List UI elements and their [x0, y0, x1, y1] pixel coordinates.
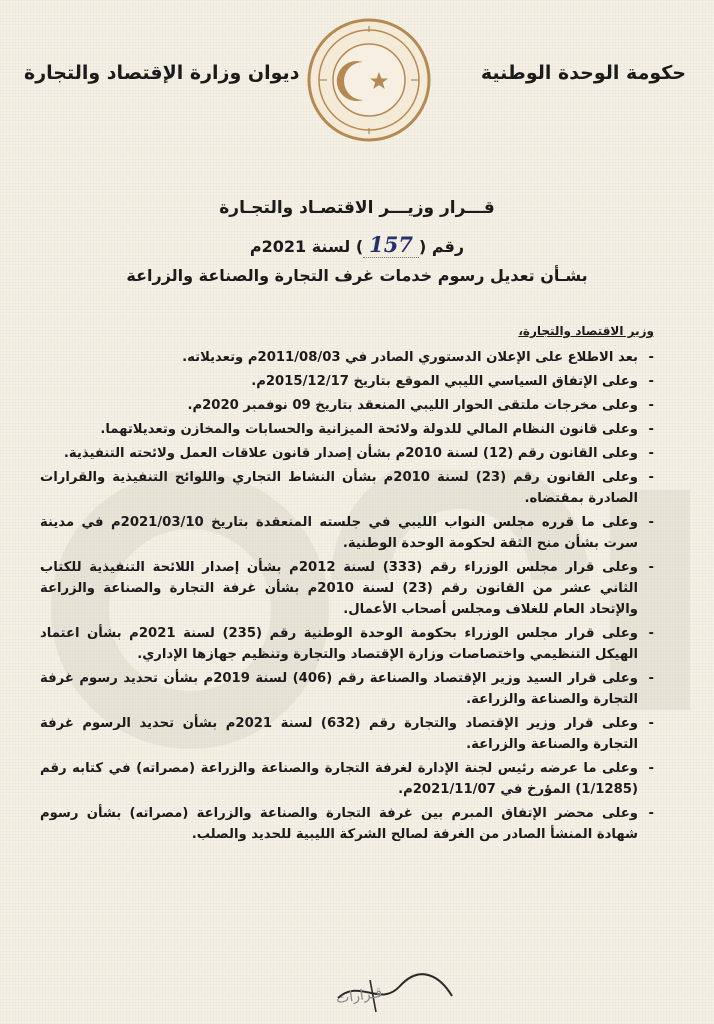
decision-subject: بشـأن تعديل رسوم خدمات غرف التجارة والصناعة والزراعة	[126, 266, 588, 285]
clause-item: - وعلى مخرجات ملتقى الحوار الليبي المنعقد بتاريخ 09 نوفمبر 2020م.	[40, 395, 654, 416]
decision-number-handwritten: 157	[363, 232, 419, 258]
clause-item: - وعلى القانون رقم (23) لسنة 2010م بشأن النشاط التجاري واللوائح التنفيذية والقرارات الصادرة بمقتضاه.	[40, 467, 654, 509]
decision-number-suffix: ) لسنة 2021م	[249, 237, 364, 256]
preamble-clauses-list	[40, 347, 654, 848]
clause-item: - وعلى قرار وزير الإقتصاد والتجارة رقم (632) لسنة 2021م بشأن تحديد الرسوم غرفة التجارة والصناعة والزراعة.	[40, 713, 654, 755]
footer-stamp: قـرارات	[335, 984, 384, 1008]
decision-title: قـــرار وزيـــر الاقتصـاد والتجـارة	[219, 198, 495, 218]
government-emblem-icon	[305, 16, 433, 144]
clause-item: - بعد الاطلاع على الإعلان الدستوري الصادر في 2011/08/03م وتعديلاته.	[40, 347, 654, 368]
clause-item: - وعلى محضر الإتفاق المبرم بين غرفة التجارة والصناعة والزراعة (مصراته) بشأن رسوم شهادة المنشأ الصادر من الغرفة لصالح الشركة الليبية للحديد والصلب.	[40, 803, 654, 845]
clause-item: - وعلى قرار السيد وزير الإقتصاد والصناعة رقم (406) لسنة 2019م بشأن تحديد رسوم غرفة التجارة والصناعة والزراعة.	[40, 668, 654, 710]
government-name: حكومة الوحدة الوطنية	[480, 62, 686, 84]
clause-item: - وعلى قانون النظام المالي للدولة ولائحة الميزانية والحسابات والمخازن وتعديلاتهما.	[40, 419, 654, 440]
ministry-office-name: ديوان وزارة الإقتصاد والتجارة	[24, 62, 300, 84]
clause-item: - وعلى قرار مجلس الوزراء رقم (333) لسنة 2012م بشأن إصدار اللائحة التنفيذية للكتاب الثاني عشر من القانون رقم (23) لسنة 2010م بشأن غرفة التجارة والصناعة والزراعة والإتحاد العام للغلاف ومجلس أصحاب الأعمال.	[40, 557, 654, 620]
clause-item: - وعلى الإتفاق السياسي الليبي الموقع بتاريخ 2015/12/17م.	[40, 371, 654, 392]
clause-item: - وعلى ما عرضه رئيس لجنة الإدارة لغرفة التجارة والصناعة والزراعة (مصراته) في كتابه رقم (1/1285) المؤرخ في 2021/11/07م.	[40, 758, 654, 800]
minister-label: وزير الاقتصاد والتجارة،	[518, 324, 654, 338]
decision-number-prefix: رقم (	[418, 237, 465, 256]
clause-item: - وعلى ما قرره مجلس النواب الليبي في جلسته المنعقدة بتاريخ 2021/03/10م في مدينة سرت بشأن منح الثقة لحكومة الوحدة الوطنية.	[40, 512, 654, 554]
clause-item: - وعلى قرار مجلس الوزراء بحكومة الوحدة الوطنية رقم (235) لسنة 2021م بشأن اعتماد الهيكل التنظيمي واختصاصات وزارة الإقتصاد والتجارة وتنظيم جهازها الإداري.	[40, 623, 654, 665]
decision-number	[60, 232, 654, 257]
clause-item: - وعلى القانون رقم (12) لسنة 2010م بشأن إصدار قانون علاقات العمل ولائحته التنفيذية.	[40, 443, 654, 464]
